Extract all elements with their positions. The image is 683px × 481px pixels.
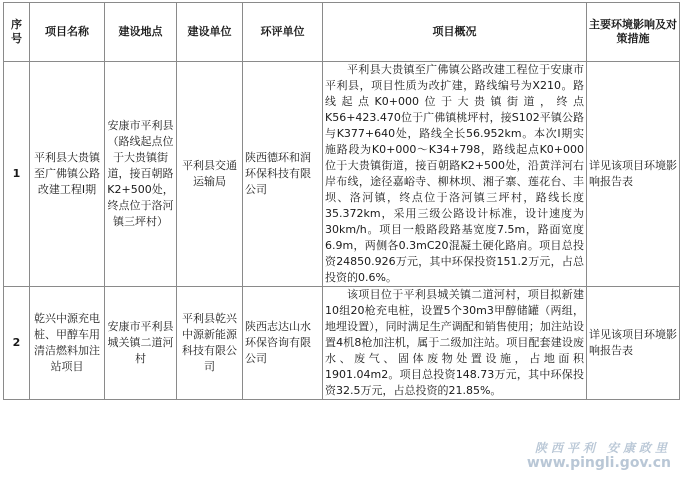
project-assessor: 陕西志达山水环保咨询有限公司 [243,287,323,400]
table-row [4,62,680,287]
header-overview: 项目概况 [323,3,587,62]
watermark-title: 陕西平利 安康政里 [534,441,671,455]
project-measures: 详见该项目环境影响报告表 [587,287,680,400]
row-no: 1 [4,62,30,287]
watermark-url: www.pingli.gov.cn [526,455,671,471]
row-no: 2 [4,287,30,400]
projects-table [3,2,680,400]
project-overview [323,62,587,287]
project-measures: 详见该项目环境影响报告表 [587,62,680,287]
project-assessor: 陕西德环和润环保科技有限公司 [243,62,323,287]
project-name: 乾兴中源充电桩、甲醇车用清洁燃料加注站项目 [30,287,105,400]
overview-text: 平利县大贵镇至广佛镇公路改建工程位于安康市平利县，项目性质为改扩建，路线编号为X210。路线起点K0+000位于大贵镇街道，终点K56+423.470位于广佛镇桃坪村，接S102平镇公路与K377+640处，路线全长56.952km。本次Ⅰ期实施路段为K0+000～K34+798，路线起点K0+000位于大贵镇街道，接百朝路K2+500处，沿黄洋河右岸布线，途径嘉峪寺、柳林坝、湘子寨、莲花台、丰坝、洛河镇，终点位于洛河镇三坪村，路线长度35.372km，采用三级公路设计标准，设计速度为30km/h。项目一般路段路基宽度7.5m，路面宽度6.9m，两侧各0.3mC20混凝土硬化路肩。项目总投资24850.926万元，其中环保投资151.2万元，占总投资的0.6%。 [325,63,584,284]
project-location: 安康市平利县城关镇二道河村 [105,287,177,400]
project-name: 平利县大贵镇至广佛镇公路改建工程Ⅰ期 [30,62,105,287]
project-location: 安康市平利县（路线起点位于大贵镇街道，接百朝路K2+500处，终点位于洛河镇三坪村） [105,62,177,287]
project-builder: 平利县交通运输局 [177,62,243,287]
header-location: 建设地点 [105,3,177,62]
header-builder: 建设单位 [177,3,243,62]
project-builder: 平利县乾兴中源新能源科技有限公司 [177,287,243,400]
header-row [4,3,680,62]
header-name: 项目名称 [30,3,105,62]
header-measures: 主要环境影响及对策措施 [587,3,680,62]
table-row [4,287,680,400]
site-watermark [527,441,671,471]
header-no: 序号 [4,3,30,62]
header-assessor: 环评单位 [243,3,323,62]
overview-text: 该项目位于平利县城关镇二道河村，项目拟新建10组20枪充电桩，设置5个30m3甲醇储罐（两组，地埋设置），同时满足生产调配和销售使用；加注站设置4机8枪加注机，属于二级加注站。项目配套建设废水、废气、固体废物处置设施，占地面积1901.04m2。项目总投资148.73万元，其中环保投资32.5万元，占总投资的21.85%。 [325,288,584,397]
project-overview [323,287,587,400]
